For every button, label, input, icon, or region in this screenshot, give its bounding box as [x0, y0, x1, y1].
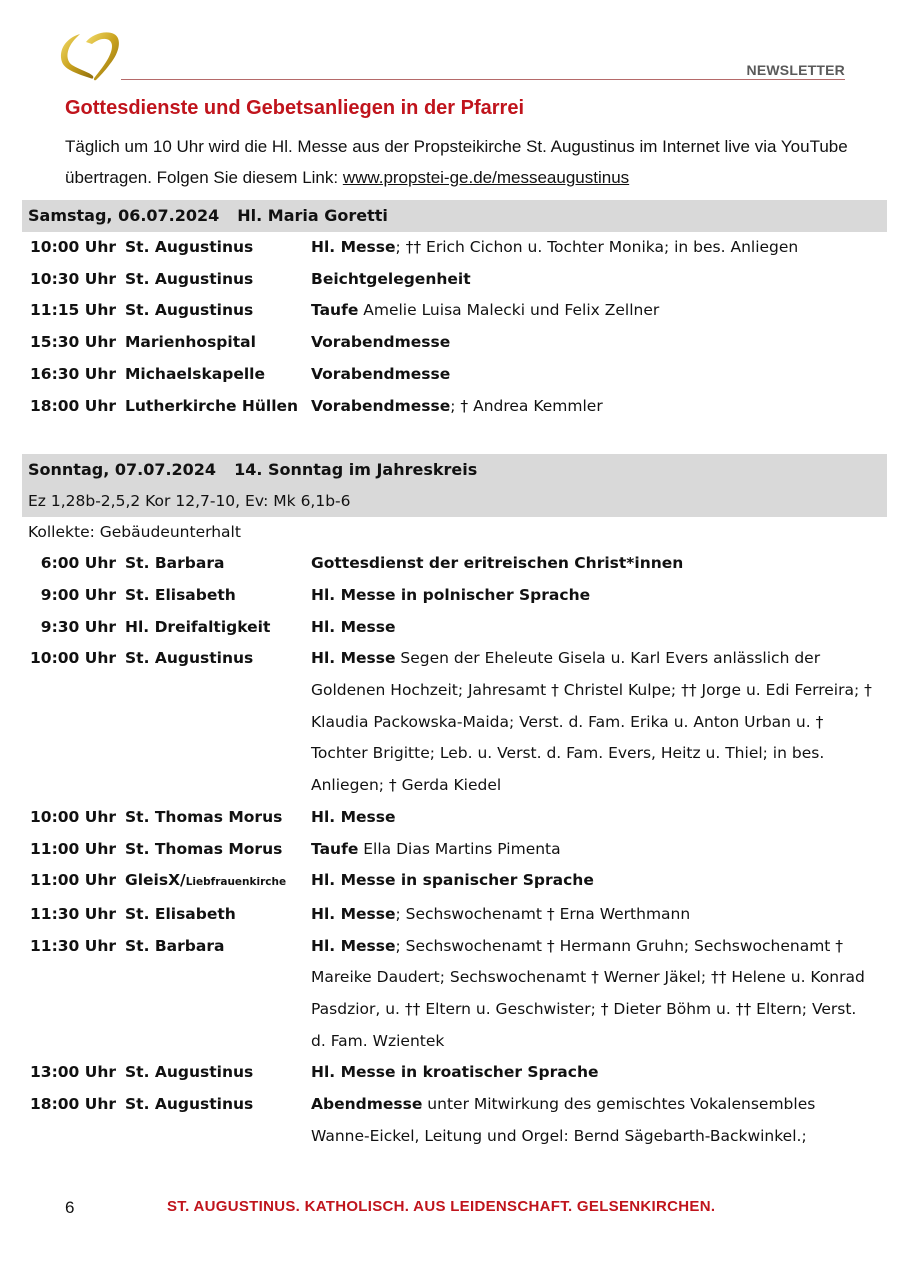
service-intentions: Amelie Luisa Malecki und Felix Zellner — [358, 301, 660, 320]
service-row — [22, 643, 887, 802]
service-time: 6:00 Uhr — [40, 554, 116, 573]
day-header — [22, 454, 887, 486]
service-location — [116, 548, 305, 580]
service-description — [305, 643, 887, 802]
service-row — [22, 391, 887, 423]
location-subname: Liebfrauenkirche — [185, 876, 287, 889]
service-location — [116, 295, 305, 327]
location-name: St. Augustinus — [125, 238, 254, 256]
day-readings: Ez 1,28b-2,5,2 Kor 12,7-10, Ev: Mk 6,1b-6 — [22, 486, 887, 517]
service-type: Vorabendmesse — [311, 396, 451, 415]
service-location — [116, 834, 305, 866]
service-type: Hl. Messe in polnischer Sprache — [311, 585, 591, 604]
service-type: Gottesdienst der eritreischen Christ*innen — [311, 554, 684, 573]
service-location — [116, 391, 305, 423]
service-type: Hl. Messe — [311, 649, 396, 668]
service-intentions: ; †† Erich Cichon u. Tochter Monika; in bes. Anliegen — [395, 238, 799, 256]
service-row — [22, 580, 887, 612]
service-time: 10:00 Uhr — [30, 649, 116, 668]
service-description — [305, 899, 887, 931]
location-name: St. Barbara — [125, 936, 225, 955]
service-description — [305, 865, 887, 899]
service-intentions: ; † Andrea Kemmler — [450, 396, 603, 415]
service-intentions: Ella Dias Martins Pimenta — [358, 839, 561, 858]
service-description — [305, 834, 887, 866]
location-name: St. Augustinus — [125, 1095, 254, 1114]
kollekte-note: Kollekte: Gebäudeunterhalt — [28, 523, 241, 542]
service-description — [305, 580, 887, 612]
service-row — [22, 327, 887, 359]
service-time: 13:00 Uhr — [30, 1063, 116, 1082]
service-type: Hl. Messe — [311, 807, 396, 826]
service-description — [305, 232, 887, 264]
service-location — [116, 899, 305, 931]
service-location — [116, 1057, 305, 1089]
service-type: Taufe — [311, 301, 359, 320]
service-location — [116, 327, 305, 359]
intro-text: Täglich um 10 Uhr wird die Hl. Messe aus der Propsteikirche St. Augustinus im Internet live via YouTube übertragen. Folgen Sie diesem Link: — [65, 137, 848, 187]
service-location — [116, 1089, 305, 1152]
service-time: 10:00 Uhr — [30, 238, 116, 256]
service-time: 9:00 Uhr — [40, 585, 116, 604]
day-date: Samstag, 06.07.2024 — [28, 206, 220, 225]
location-name: Marienhospital — [125, 333, 256, 352]
service-time: 11:00 Uhr — [30, 839, 116, 858]
service-time: 18:00 Uhr — [30, 1095, 116, 1114]
service-description — [305, 612, 887, 644]
service-type: Hl. Messe in spanischer Sprache — [311, 871, 594, 890]
service-location — [116, 359, 305, 391]
service-description — [305, 802, 887, 834]
service-schedule — [22, 200, 887, 1153]
header-rule — [121, 79, 845, 80]
service-description — [305, 1089, 887, 1152]
location-name: St. Augustinus — [125, 301, 254, 320]
service-row — [22, 834, 887, 866]
service-time: 11:30 Uhr — [30, 936, 116, 955]
location-name: St. Elisabeth — [125, 585, 236, 604]
service-row — [22, 1089, 887, 1152]
service-time: 16:30 Uhr — [30, 364, 116, 383]
service-row — [22, 931, 887, 1058]
service-time: 11:30 Uhr — [30, 904, 116, 923]
location-name: Lutherkirche Hüllen — [125, 396, 299, 415]
service-description — [305, 295, 887, 327]
gold-heart-icon — [56, 28, 126, 84]
service-time: 11:00 Uhr — [30, 871, 116, 890]
service-row — [22, 899, 887, 931]
service-row — [22, 865, 887, 899]
location-name: St. Barbara — [125, 554, 225, 573]
day-feast: 14. Sonntag im Jahreskreis — [234, 460, 478, 480]
service-location — [116, 865, 305, 899]
location-name: GleisX/ — [125, 871, 186, 890]
service-description — [305, 264, 887, 296]
livestream-link[interactable]: www.propstei-ge.de/messeaugustinus — [342, 168, 630, 187]
service-intentions: ; Sechswochenamt † Erna Werthmann — [395, 904, 691, 923]
service-location — [116, 643, 305, 802]
service-time: 18:00 Uhr — [30, 396, 116, 415]
page-title: Gottesdienste und Gebetsanliegen in der Pfarrei — [65, 97, 524, 119]
service-type: Abendmesse — [311, 1095, 423, 1114]
service-row — [22, 295, 887, 327]
service-time: 10:30 Uhr — [30, 269, 116, 288]
service-type: Vorabendmesse — [311, 364, 451, 383]
service-description — [305, 931, 887, 1058]
service-row — [22, 548, 887, 580]
service-time: 11:15 Uhr — [30, 301, 116, 320]
service-row — [22, 232, 887, 264]
service-type: Hl. Messe — [311, 904, 396, 923]
service-time: 10:00 Uhr — [30, 807, 116, 826]
service-type: Vorabendmesse — [311, 333, 451, 352]
location-name: St. Elisabeth — [125, 904, 236, 923]
service-intentions: ; Sechswochenamt † Hermann Gruhn; Sechswochenamt † Mareike Daudert; Sechswochenamt † Werner Jäkel; †† Helene u. Konrad Pasdzior, u. †† Eltern u. Geschwister; † Dieter Böhm u. †† Eltern; Verst. d. Fam. Wzientek — [311, 936, 865, 1050]
service-description — [305, 1057, 887, 1089]
service-description — [305, 391, 887, 423]
day-feast: Hl. Maria Goretti — [237, 206, 388, 225]
location-name: St. Thomas Morus — [125, 807, 283, 826]
service-type: Hl. Messe in kroatischer Sprache — [311, 1063, 599, 1082]
service-description — [305, 327, 887, 359]
day-header — [22, 200, 887, 232]
service-time: 15:30 Uhr — [30, 333, 116, 352]
service-type: Beichtgelegenheit — [311, 269, 471, 288]
service-row — [22, 802, 887, 834]
location-name: St. Augustinus — [125, 1063, 254, 1082]
service-intentions: Segen der Eheleute Gisela u. Karl Evers anlässlich der Goldenen Hochzeit; Jahresamt † Christel Kulpe; †† Jorge u. Edi Ferreira; † Klaudia Packowska-Maida; Verst. d. Fam. Erika u. Anton Urban u. † Tochter Brigitte; Leb. u. Verst. d. Fam. Evers, Heitz u. Thiel; in bes. Anliegen; † Gerda Kiedel — [311, 649, 872, 795]
service-row — [22, 264, 887, 296]
service-intentions: unter Mitwirkung des gemischtes Vokalensembles Wanne-Eickel, Leitung und Orgel: Bernd Sägebarth-Backwinkel.; — [311, 1095, 816, 1145]
service-time: 9:30 Uhr — [40, 617, 116, 636]
intro-paragraph — [65, 131, 855, 193]
service-type: Taufe — [311, 839, 359, 858]
service-type: Hl. Messe — [311, 238, 396, 256]
service-row — [22, 612, 887, 644]
service-row — [22, 1057, 887, 1089]
service-location — [116, 580, 305, 612]
newsletter-label: NEWSLETTER — [746, 62, 845, 78]
service-location — [116, 264, 305, 296]
service-location — [116, 931, 305, 1058]
day-date: Sonntag, 07.07.2024 — [28, 460, 217, 480]
location-name: Michaelskapelle — [125, 364, 265, 383]
service-type: Hl. Messe — [311, 617, 396, 636]
service-location — [116, 612, 305, 644]
service-type: Hl. Messe — [311, 936, 396, 955]
service-description — [305, 359, 887, 391]
location-name: St. Augustinus — [125, 649, 254, 668]
service-location — [116, 232, 305, 264]
footer-slogan: ST. AUGUSTINUS. KATHOLISCH. AUS LEIDENSCHAFT. GELSENKIRCHEN. — [167, 1198, 716, 1215]
day-spacer — [22, 422, 887, 454]
service-description — [305, 548, 887, 580]
location-name: St. Augustinus — [125, 269, 254, 288]
location-name: Hl. Dreifaltigkeit — [125, 617, 271, 636]
location-name: St. Thomas Morus — [125, 839, 283, 858]
service-location — [116, 802, 305, 834]
service-row — [22, 359, 887, 391]
page-number: 6 — [65, 1198, 75, 1217]
